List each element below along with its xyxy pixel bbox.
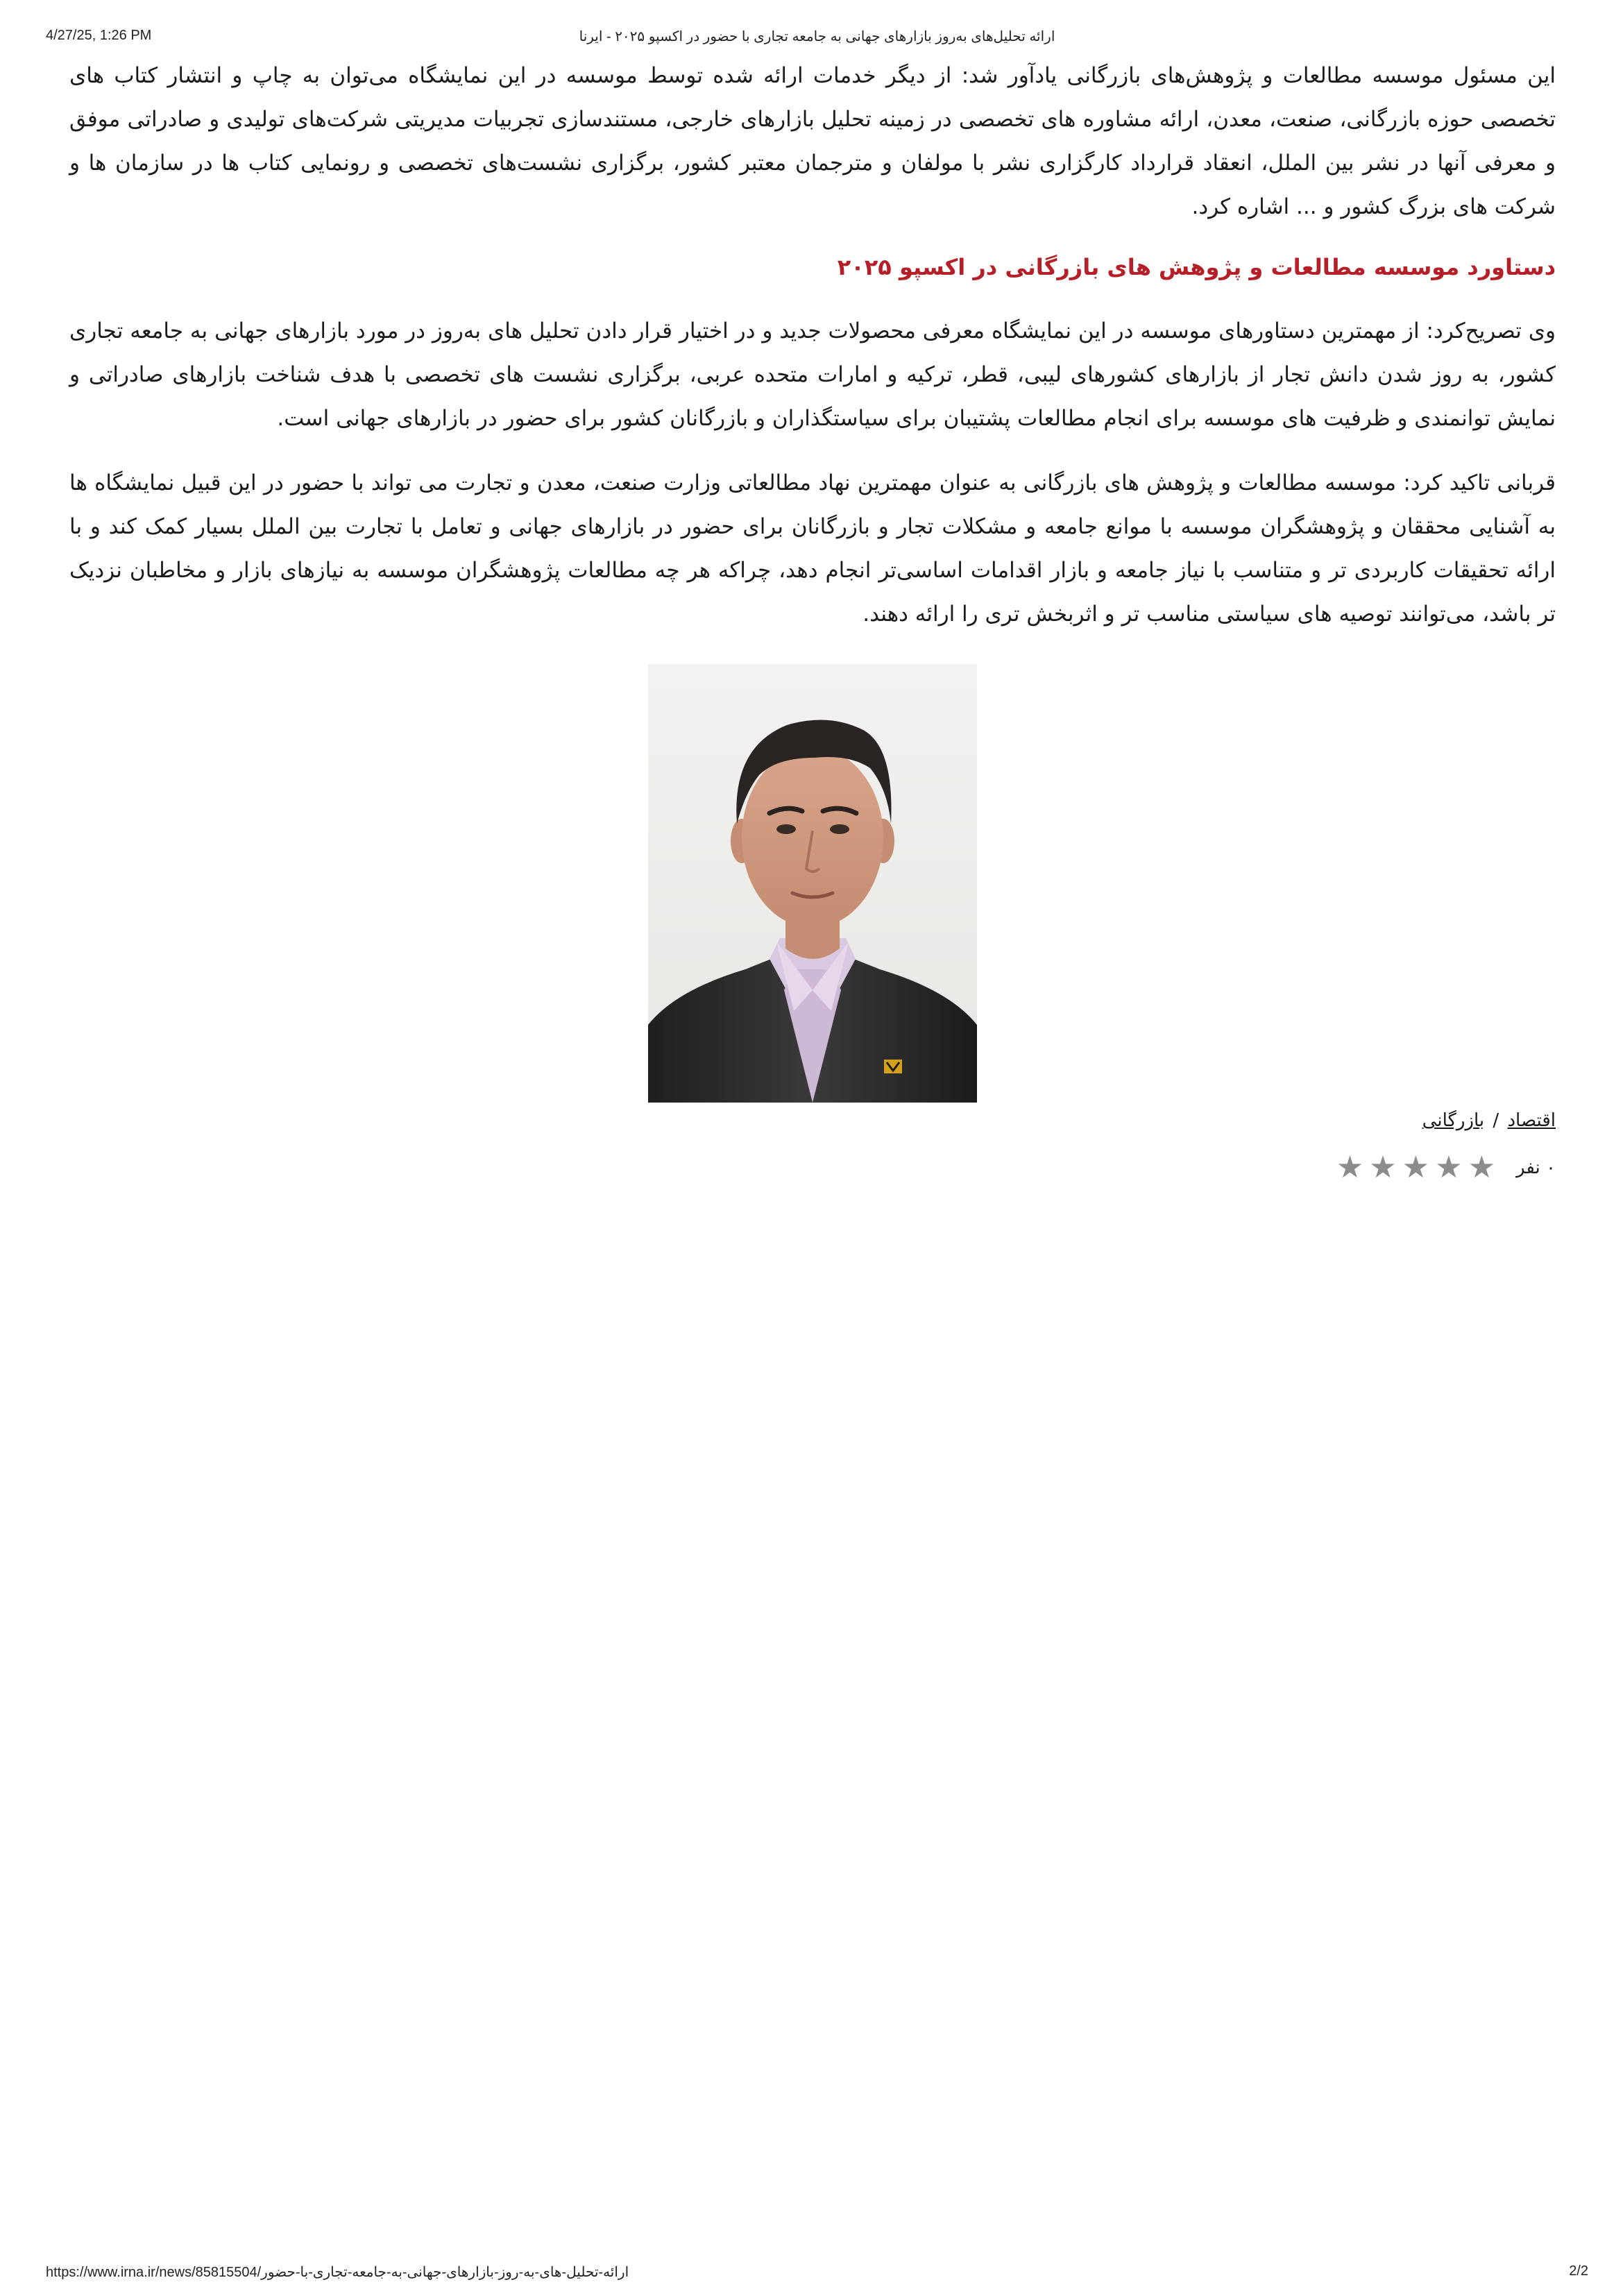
print-footer	[46, 2263, 1588, 2284]
star-icon[interactable]: ★	[1468, 1150, 1496, 1185]
print-url: https://www.irna.ir/news/85815504/ارائه-تحلیل-های-به-روز-بازارهای-جهانی-به-جامعه-تجاری-با-حضور	[46, 2265, 629, 2280]
article-paragraph-2: وی تصریح‌کرد: از مهمترین دستاورهای موسسه در این نمایشگاه معرفی محصولات جدید و در اختیار قرار دادن تحلیل های به‌روز در مورد بازارهای جهانی به جامعه تجاری کشور، به روز شدن دانش تجار از بازارهای کشورهای لیبی، قطر، ترکیه و امارات متحده عربی، برگزاری نشست های تخصصی با هدف شناخت بازارهای صادراتی و نمایش توانمندی و ظرفیت های موسسه برای انجام مطالعات پشتیبان برای سیاستگذاران و بازرگانان کشور برای حضور در بازارهای جهانی است.	[69, 318, 1556, 431]
tag-separator: /	[1493, 1110, 1499, 1131]
portrait-photo	[648, 664, 977, 1103]
article-photo	[648, 664, 977, 1103]
print-datetime: 4/27/25, 1:26 PM	[46, 28, 152, 43]
rating-count: ۰ نفر	[1516, 1157, 1556, 1178]
rating-widget	[69, 1150, 1556, 1185]
print-page-title: ارائه تحلیل‌های به‌روز بازارهای جهانی به جامعه تجاری با حضور در اکسپو ۲۰۲۵ - ایرنا	[579, 29, 1055, 44]
star-icon[interactable]: ★	[1369, 1150, 1397, 1185]
print-page-number: 2/2	[1569, 2263, 1588, 2279]
star-icon[interactable]: ★	[1402, 1150, 1430, 1185]
article-paragraph-3: قربانی تاکید کرد: موسسه مطالعات و پژوهش های بازرگانی به عنوان مهمترین نهاد مطالعاتی وزارت صنعت، معدن و تجارت می تواند با حضور در این قبیل نمایشگاه ها به آشنایی محققان و پژوهشگران موسسه با موانع جامعه و مشکلات تجار و بازرگانان برای حضور در بازارهای جهانی و تعامل با تجارت بین الملل بسیار کمک کند و با ارائه تحقیقات کاربردی تر و متناسب با نیاز جامعه و بازار اقدامات اساسی‌تر انجام دهد، چراکه هر چه مطالعات پژوهشگران موسسه به نیازهای بازار و مخاطبان نزدیک تر باشد، می‌توانند توصیه های سیاستی مناسب تر و اثربخش تری را ارائه دهند.	[69, 470, 1556, 627]
star-icon[interactable]: ★	[1336, 1150, 1364, 1185]
article-tags	[69, 1107, 1556, 1134]
print-header	[46, 28, 1588, 49]
tag-link-economy[interactable]: اقتصاد	[1507, 1110, 1556, 1131]
article-paragraph-1: این مسئول موسسه مطالعات و پژوهش‌های بازرگانی یادآور شد: از دیگر خدمات ارائه شده توسط موسسه در این نمایشگاه می‌توان به چاپ و انتشار کتاب های تخصصی حوزه بازرگانی، صنعت، معدن، ارائه مشاوره های تخصصی در زمینه تحلیل بازارهای خارجی، مستندسازی تجربیات مدیریتی شرکت‌های تولیدی و صادراتی موفق و معرفی آنها در نشر بین الملل، انعقاد قرارداد کارگزاری نشر با مولفان و مترجمان معتبر کشور، برگزاری نشست‌های تخصصی و رونمایی کتاب ها در سازمان ها و شرکت های بزرگ کشور و ... اشاره کرد.	[69, 63, 1556, 219]
article-subheading: دستاورد موسسه مطالعات و پژوهش های بازرگانی در اکسپو ۲۰۲۵	[837, 254, 1556, 280]
tag-link-commerce[interactable]: بازرگانی	[1422, 1110, 1485, 1131]
article-body	[69, 54, 1556, 1185]
star-icon[interactable]: ★	[1435, 1150, 1463, 1185]
